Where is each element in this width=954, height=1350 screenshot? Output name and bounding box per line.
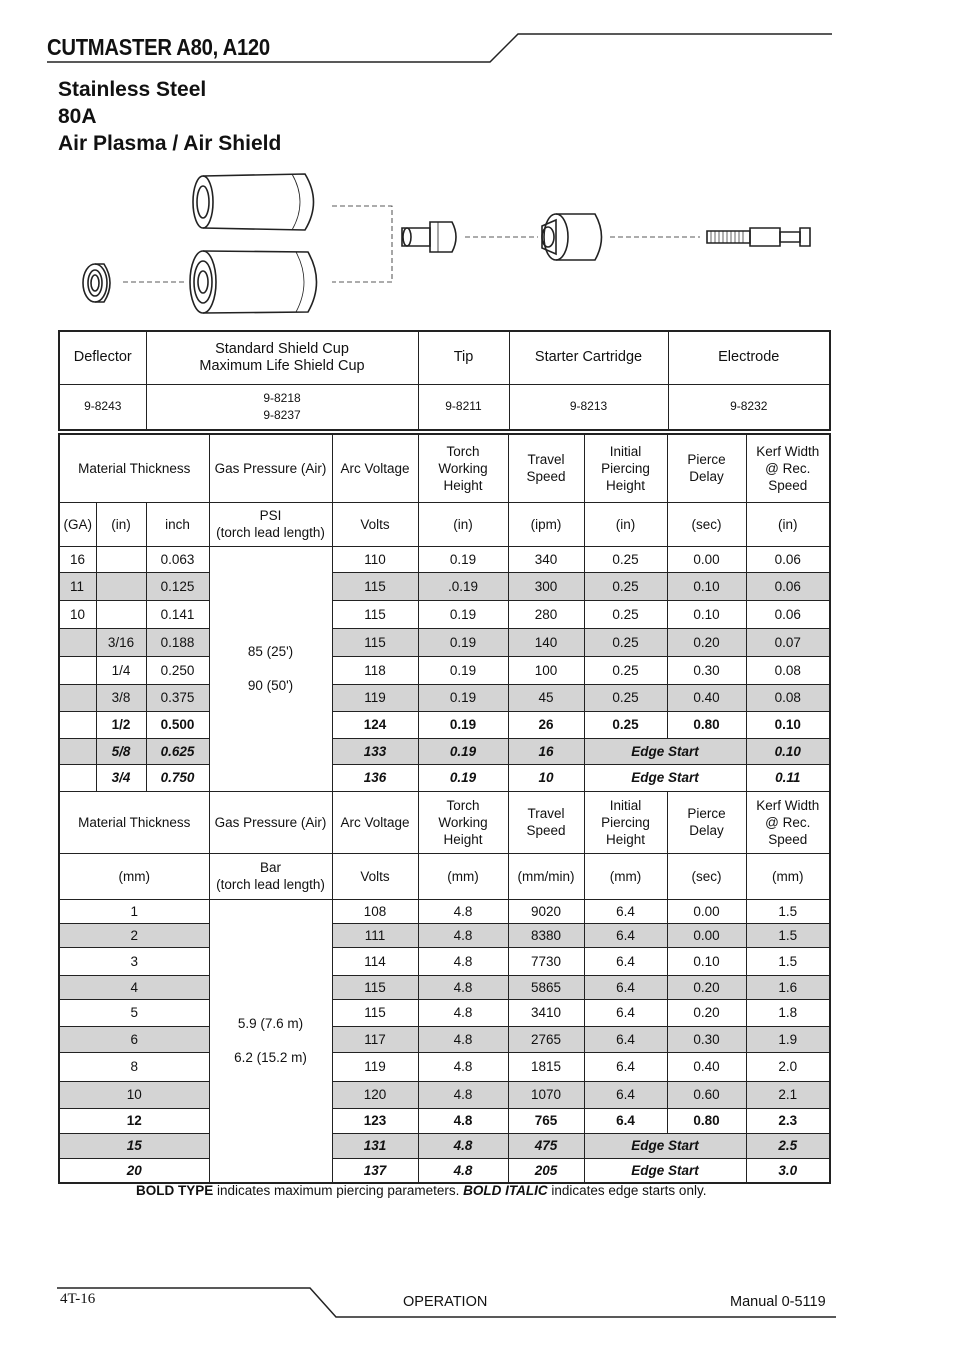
mm-unit-travel: (mm/min) bbox=[508, 853, 584, 899]
mm-unit-initial: (mm) bbox=[584, 853, 667, 899]
mm-cell: 117 bbox=[332, 1026, 418, 1052]
mm-cell: 7730 bbox=[508, 947, 584, 975]
mm-material-thickness-header: Material Thickness bbox=[59, 791, 209, 853]
deflector-header: Deflector bbox=[59, 331, 146, 384]
mm-cell: 1070 bbox=[508, 1081, 584, 1108]
material-thickness-header: Material Thickness bbox=[59, 434, 209, 502]
mm-cell: 4 bbox=[59, 975, 209, 999]
inch-cell: 0.25 bbox=[584, 600, 667, 628]
inch-cell: 0.500 bbox=[146, 711, 209, 738]
inch-cell: 0.750 bbox=[146, 764, 209, 791]
mm-cell: 8 bbox=[59, 1052, 209, 1081]
mm-cell: 123 bbox=[332, 1108, 418, 1133]
mm-cell: 1.5 bbox=[746, 947, 830, 975]
inch-cell: 0.00 bbox=[667, 546, 746, 572]
mm-data-row bbox=[59, 1026, 830, 1052]
inch-cell bbox=[96, 600, 146, 628]
mm-cell: 15 bbox=[59, 1133, 209, 1158]
unit-volts: Volts bbox=[332, 502, 418, 546]
note-bold-italic-label: BOLD ITALIC bbox=[463, 1183, 548, 1198]
unit-initial: (in) bbox=[584, 502, 667, 546]
mm-cell: 4.8 bbox=[418, 1026, 508, 1052]
inch-data-row bbox=[59, 628, 830, 656]
inch-cell: .0.19 bbox=[418, 572, 508, 600]
mm-cell: 2.3 bbox=[746, 1108, 830, 1133]
inch-cell: 340 bbox=[508, 546, 584, 572]
mm-cell: 4.8 bbox=[418, 1108, 508, 1133]
inch-cell: 0.25 bbox=[584, 711, 667, 738]
deflector-part-number: 9-8243 bbox=[59, 384, 146, 430]
gas-value-15m: 6.2 (15.2 m) bbox=[234, 1050, 307, 1066]
mm-cell: 131 bbox=[332, 1133, 418, 1158]
inch-cell: 0.25 bbox=[584, 628, 667, 656]
tip-illustration bbox=[402, 222, 456, 252]
title-line-gas: Air Plasma / Air Shield bbox=[58, 132, 282, 155]
inch-cell: 119 bbox=[332, 684, 418, 711]
mm-data-row bbox=[59, 1052, 830, 1081]
inch-cell: 11 bbox=[59, 572, 96, 600]
gas-value-7m: 5.9 (7.6 m) bbox=[237, 1016, 304, 1032]
gas-pressure-header: Gas Pressure (Air) bbox=[209, 434, 332, 502]
mm-cell: Edge Start bbox=[584, 1158, 746, 1183]
inch-cell bbox=[59, 711, 96, 738]
inch-cell: 115 bbox=[332, 600, 418, 628]
initial-height-header: Initial Piercing Height bbox=[584, 434, 667, 502]
inch-cell: 5/8 bbox=[96, 738, 146, 764]
mm-cell: 6.4 bbox=[584, 1081, 667, 1108]
parts-number-row bbox=[59, 384, 830, 430]
inch-cell bbox=[59, 656, 96, 684]
mm-cell: 8380 bbox=[508, 923, 584, 947]
mm-cell: 1.6 bbox=[746, 975, 830, 999]
inch-cell: 133 bbox=[332, 738, 418, 764]
inch-cell: 136 bbox=[332, 764, 418, 791]
mm-cell: 114 bbox=[332, 947, 418, 975]
inch-cell: 3/4 bbox=[96, 764, 146, 791]
mm-cell: 6.4 bbox=[584, 899, 667, 923]
inch-cell: 1/4 bbox=[96, 656, 146, 684]
mm-cell: 4.8 bbox=[418, 975, 508, 999]
inch-cell: 3/8 bbox=[96, 684, 146, 711]
inch-cell bbox=[96, 546, 146, 572]
parts-header-row bbox=[59, 331, 830, 384]
mm-cell: 205 bbox=[508, 1158, 584, 1183]
inch-cell: 0.30 bbox=[667, 656, 746, 684]
inch-cell bbox=[96, 572, 146, 600]
inch-data-row bbox=[59, 600, 830, 628]
mm-data-row bbox=[59, 1158, 830, 1183]
page-number: 4T-16 bbox=[60, 1291, 96, 1307]
mm-data-row bbox=[59, 947, 830, 975]
mm-units-row bbox=[59, 853, 830, 899]
mm-cell: 2.5 bbox=[746, 1133, 830, 1158]
mm-cell: 5 bbox=[59, 999, 209, 1026]
unit-travel: (ipm) bbox=[508, 502, 584, 546]
inch-cell: 124 bbox=[332, 711, 418, 738]
inch-cell: 16 bbox=[508, 738, 584, 764]
inch-data-row bbox=[59, 738, 830, 764]
inch-cell: 280 bbox=[508, 600, 584, 628]
inch-gas-pressure-cell bbox=[209, 546, 332, 791]
inch-cell: 0.375 bbox=[146, 684, 209, 711]
inch-cell: 0.625 bbox=[146, 738, 209, 764]
torch-height-header: Torch Working Height bbox=[418, 434, 508, 502]
mm-gas-pressure-header: Gas Pressure (Air) bbox=[209, 791, 332, 853]
note-text-2: indicates edge starts only. bbox=[547, 1183, 707, 1198]
inch-cell: 0.40 bbox=[667, 684, 746, 711]
unit-inch: inch bbox=[146, 502, 209, 546]
mm-cell: 4.8 bbox=[418, 923, 508, 947]
inch-cell bbox=[59, 764, 96, 791]
mm-cell: 475 bbox=[508, 1133, 584, 1158]
note-text-1: indicates maximum piercing parameters. bbox=[213, 1183, 464, 1198]
inch-cell: 110 bbox=[332, 546, 418, 572]
parts-table bbox=[58, 330, 831, 431]
inch-cell: 0.07 bbox=[746, 628, 830, 656]
mm-torch-height-header: Torch Working Height bbox=[418, 791, 508, 853]
mm-header-row bbox=[59, 791, 830, 853]
unit-ga: (GA) bbox=[59, 502, 96, 546]
inch-cell: 0.10 bbox=[746, 738, 830, 764]
mm-cell: 108 bbox=[332, 899, 418, 923]
inch-cell: 0.141 bbox=[146, 600, 209, 628]
inch-cell: 0.25 bbox=[584, 572, 667, 600]
inch-cell: 0.19 bbox=[418, 764, 508, 791]
inch-cell: 0.11 bbox=[746, 764, 830, 791]
mm-cell: 6.4 bbox=[584, 1108, 667, 1133]
inch-cell: 0.19 bbox=[418, 628, 508, 656]
mm-cell: 0.20 bbox=[667, 975, 746, 999]
unit-mm: (mm) bbox=[59, 853, 209, 899]
mm-travel-speed-header: Travel Speed bbox=[508, 791, 584, 853]
mm-cell: 0.00 bbox=[667, 923, 746, 947]
inch-cell: 0.10 bbox=[667, 572, 746, 600]
inch-cell: 100 bbox=[508, 656, 584, 684]
inch-data-row bbox=[59, 711, 830, 738]
mm-cell: 1 bbox=[59, 899, 209, 923]
mm-cell: 6.4 bbox=[584, 947, 667, 975]
standard-shield-cup-label: Standard Shield Cup bbox=[215, 340, 349, 357]
mm-cell: 4.8 bbox=[418, 1158, 508, 1183]
mm-cell: 0.80 bbox=[667, 1108, 746, 1133]
starter-cartridge-illustration bbox=[542, 214, 602, 260]
mm-initial-height-header: Initial Piercing Height bbox=[584, 791, 667, 853]
inch-cell: 0.19 bbox=[418, 684, 508, 711]
pierce-delay-header: Pierce Delay bbox=[667, 434, 746, 502]
inch-cell: 0.80 bbox=[667, 711, 746, 738]
shield-cup-header bbox=[146, 331, 418, 384]
starter-cartridge-header: Starter Cartridge bbox=[509, 331, 668, 384]
mm-data-row bbox=[59, 1108, 830, 1133]
unit-bar-label: Bar bbox=[259, 860, 281, 875]
unit-pierce: (sec) bbox=[667, 502, 746, 546]
mm-cell: 120 bbox=[332, 1081, 418, 1108]
mm-cell: 119 bbox=[332, 1052, 418, 1081]
mm-cell: 4.8 bbox=[418, 1133, 508, 1158]
inch-cell: 0.06 bbox=[746, 572, 830, 600]
mm-cell: 3.0 bbox=[746, 1158, 830, 1183]
inch-cell: 0.08 bbox=[746, 656, 830, 684]
inch-cell: 1/2 bbox=[96, 711, 146, 738]
inch-cell: 0.250 bbox=[146, 656, 209, 684]
unit-bar bbox=[209, 853, 332, 899]
unit-psi-label: PSI bbox=[259, 508, 282, 523]
mm-cell: Edge Start bbox=[584, 1133, 746, 1158]
gas-value-25ft: 85 (25') bbox=[247, 644, 294, 659]
inch-cell: 0.19 bbox=[418, 600, 508, 628]
inch-cell: 0.06 bbox=[746, 546, 830, 572]
consumables-diagram bbox=[60, 160, 830, 325]
inch-cell: 0.10 bbox=[667, 600, 746, 628]
cut-chart-table bbox=[58, 433, 831, 1184]
note-bold-label: BOLD TYPE bbox=[136, 1183, 214, 1198]
shield-cup-part-numbers bbox=[146, 384, 418, 430]
mm-unit-volts: Volts bbox=[332, 853, 418, 899]
inch-cell: 140 bbox=[508, 628, 584, 656]
mm-cell: 3410 bbox=[508, 999, 584, 1026]
inch-cell: 0.10 bbox=[746, 711, 830, 738]
inch-cell: Edge Start bbox=[584, 738, 746, 764]
mm-cell: 111 bbox=[332, 923, 418, 947]
inch-data-row bbox=[59, 572, 830, 600]
mm-kerf-width-header: Kerf Width @ Rec. Speed bbox=[746, 791, 830, 853]
inch-data-row bbox=[59, 684, 830, 711]
inch-cell: 0.06 bbox=[746, 600, 830, 628]
mm-cell: 6 bbox=[59, 1026, 209, 1052]
electrode-header: Electrode bbox=[668, 331, 830, 384]
mm-cell: 2765 bbox=[508, 1026, 584, 1052]
inch-units-row bbox=[59, 502, 830, 546]
inch-header-row bbox=[59, 434, 830, 502]
deflector-illustration bbox=[83, 264, 110, 302]
mm-cell: 1.5 bbox=[746, 899, 830, 923]
unit-psi-note: (torch lead length) bbox=[216, 525, 325, 540]
mm-data-row bbox=[59, 923, 830, 947]
mm-arc-voltage-header: Arc Voltage bbox=[332, 791, 418, 853]
mm-cell: 765 bbox=[508, 1108, 584, 1133]
mm-cell: 115 bbox=[332, 999, 418, 1026]
mm-cell: 6.4 bbox=[584, 923, 667, 947]
mm-cell: 0.20 bbox=[667, 999, 746, 1026]
mm-cell: 1.8 bbox=[746, 999, 830, 1026]
travel-speed-header: Travel Speed bbox=[508, 434, 584, 502]
inch-cell: 0.20 bbox=[667, 628, 746, 656]
mm-gas-pressure-cell bbox=[209, 899, 332, 1183]
inch-data-row bbox=[59, 656, 830, 684]
mm-cell: 0.10 bbox=[667, 947, 746, 975]
mm-data-row bbox=[59, 975, 830, 999]
inch-cell: 0.19 bbox=[418, 711, 508, 738]
mm-cell: 4.8 bbox=[418, 1081, 508, 1108]
inch-cell: 16 bbox=[59, 546, 96, 572]
tip-header: Tip bbox=[418, 331, 509, 384]
document-title: CUTMASTER A80, A120 bbox=[47, 34, 270, 60]
mm-cell: 0.40 bbox=[667, 1052, 746, 1081]
inch-cell: 0.19 bbox=[418, 656, 508, 684]
unit-bar-note: (torch lead length) bbox=[216, 877, 325, 892]
inch-cell bbox=[59, 628, 96, 656]
mm-cell: 0.60 bbox=[667, 1081, 746, 1108]
footer-manual: Manual 0-5119 bbox=[730, 1294, 826, 1310]
inch-data-row bbox=[59, 764, 830, 791]
mm-cell: 2.0 bbox=[746, 1052, 830, 1081]
mm-cell: 20 bbox=[59, 1158, 209, 1183]
mm-data-row bbox=[59, 1081, 830, 1108]
mm-cell: 137 bbox=[332, 1158, 418, 1183]
electrode-part-number: 9-8232 bbox=[668, 384, 830, 430]
tip-part-number: 9-8211 bbox=[418, 384, 509, 430]
mm-cell: 4.8 bbox=[418, 1052, 508, 1081]
unit-torch: (in) bbox=[418, 502, 508, 546]
mm-cell: 6.4 bbox=[584, 999, 667, 1026]
mm-cell: 3 bbox=[59, 947, 209, 975]
inch-data-row bbox=[59, 546, 830, 572]
inch-cell: 3/16 bbox=[96, 628, 146, 656]
inch-cell: 45 bbox=[508, 684, 584, 711]
inch-cell: 0.188 bbox=[146, 628, 209, 656]
inch-cell: 0.25 bbox=[584, 656, 667, 684]
mm-unit-kerf: (mm) bbox=[746, 853, 830, 899]
gas-value-50ft: 90 (50') bbox=[247, 678, 294, 693]
unit-psi bbox=[209, 502, 332, 546]
inch-cell bbox=[59, 684, 96, 711]
electrode-illustration bbox=[707, 228, 810, 246]
inch-cell: 300 bbox=[508, 572, 584, 600]
mm-unit-torch: (mm) bbox=[418, 853, 508, 899]
mm-pierce-delay-header: Pierce Delay bbox=[667, 791, 746, 853]
cartridge-part-number: 9-8213 bbox=[509, 384, 668, 430]
inch-cell: Edge Start bbox=[584, 764, 746, 791]
inch-cell: 0.125 bbox=[146, 572, 209, 600]
inch-cell: 115 bbox=[332, 628, 418, 656]
inch-cell: 0.25 bbox=[584, 546, 667, 572]
inch-cell: 118 bbox=[332, 656, 418, 684]
mm-cell: 9020 bbox=[508, 899, 584, 923]
inch-cell: 0.19 bbox=[418, 738, 508, 764]
standard-shield-cup-illustration bbox=[193, 174, 314, 230]
mm-unit-pierce: (sec) bbox=[667, 853, 746, 899]
mm-cell: 2 bbox=[59, 923, 209, 947]
unit-kerf: (in) bbox=[746, 502, 830, 546]
arc-voltage-header: Arc Voltage bbox=[332, 434, 418, 502]
inch-cell bbox=[59, 738, 96, 764]
mm-data-row bbox=[59, 999, 830, 1026]
max-life-shield-part-number: 9-8237 bbox=[263, 407, 301, 422]
inch-cell: 10 bbox=[508, 764, 584, 791]
mm-cell: 2.1 bbox=[746, 1081, 830, 1108]
mm-cell: 5865 bbox=[508, 975, 584, 999]
mm-cell: 1.5 bbox=[746, 923, 830, 947]
mm-cell: 6.4 bbox=[584, 1052, 667, 1081]
mm-cell: 1.9 bbox=[746, 1026, 830, 1052]
inch-cell: 10 bbox=[59, 600, 96, 628]
mm-cell: 0.30 bbox=[667, 1026, 746, 1052]
max-life-shield-cup-illustration bbox=[190, 251, 317, 313]
mm-cell: 1815 bbox=[508, 1052, 584, 1081]
inch-cell: 26 bbox=[508, 711, 584, 738]
inch-cell: 0.19 bbox=[418, 546, 508, 572]
mm-cell: 4.8 bbox=[418, 947, 508, 975]
mm-data-row bbox=[59, 899, 830, 923]
legend-note bbox=[136, 1183, 706, 1198]
mm-cell: 4.8 bbox=[418, 899, 508, 923]
mm-cell: 4.8 bbox=[418, 999, 508, 1026]
inch-cell: 0.25 bbox=[584, 684, 667, 711]
mm-data-row bbox=[59, 1133, 830, 1158]
mm-cell: 6.4 bbox=[584, 1026, 667, 1052]
footer-section: OPERATION bbox=[403, 1294, 488, 1310]
mm-cell: 12 bbox=[59, 1108, 209, 1133]
kerf-width-header: Kerf Width @ Rec. Speed bbox=[746, 434, 830, 502]
mm-cell: 115 bbox=[332, 975, 418, 999]
title-line-material: Stainless Steel bbox=[58, 78, 207, 101]
mm-cell: 6.4 bbox=[584, 975, 667, 999]
inch-cell: 0.063 bbox=[146, 546, 209, 572]
max-life-shield-cup-label: Maximum Life Shield Cup bbox=[199, 357, 365, 374]
inch-cell: 115 bbox=[332, 572, 418, 600]
inch-cell: 0.08 bbox=[746, 684, 830, 711]
unit-in: (in) bbox=[96, 502, 146, 546]
title-line-amperage: 80A bbox=[58, 105, 97, 128]
standard-shield-part-number: 9-8218 bbox=[263, 390, 301, 405]
mm-cell: 10 bbox=[59, 1081, 209, 1108]
section-title bbox=[58, 76, 281, 157]
mm-cell: 0.00 bbox=[667, 899, 746, 923]
